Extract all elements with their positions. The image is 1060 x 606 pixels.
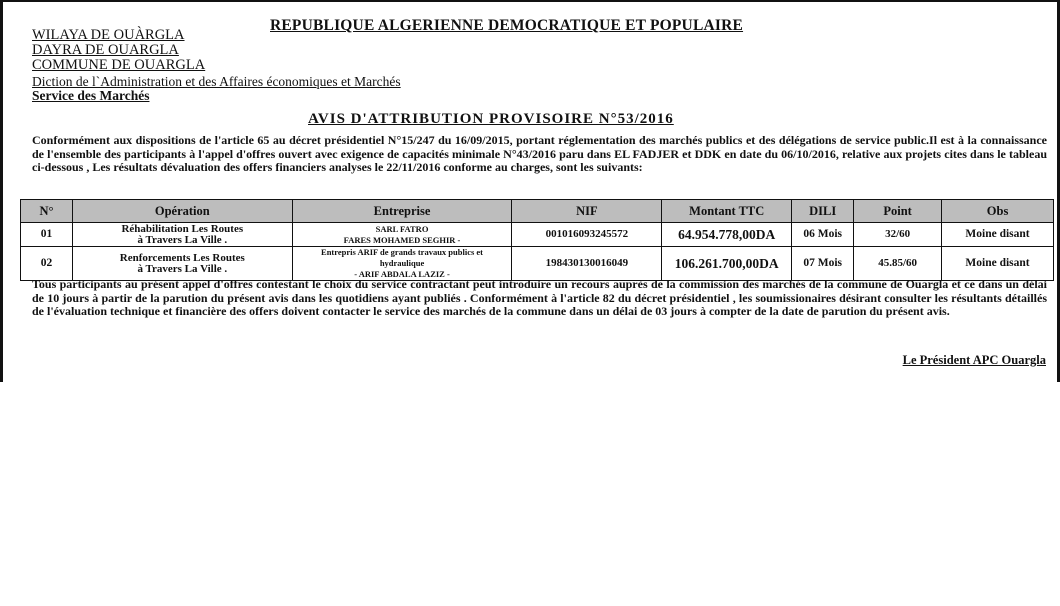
dayra-line: DAYRA DE OUARGLA xyxy=(32,42,179,58)
results-table xyxy=(20,199,1054,281)
col-header-entreprise: Entreprise xyxy=(292,200,512,223)
entreprise-line: - ARIF ABDALA LAZIZ - xyxy=(354,269,450,279)
row-operation xyxy=(72,247,292,281)
col-header-num: N° xyxy=(21,200,73,223)
row-dili: 07 Mois xyxy=(792,247,854,281)
col-header-dili: DILI xyxy=(792,200,854,223)
entreprise-line: FARES MOHAMED SEGHIR - xyxy=(343,234,461,245)
table-header-row xyxy=(21,200,1054,223)
col-header-nif: NIF xyxy=(512,200,662,223)
commune-line: COMMUNE DE OUARGLA xyxy=(32,57,206,73)
row-num: 02 xyxy=(21,247,73,281)
operation-line: Renforcements Les Routes xyxy=(119,251,245,264)
row-montant: 64.954.778,00DA xyxy=(662,223,792,247)
row-point: 32/60 xyxy=(854,223,942,247)
col-header-obs: Obs xyxy=(942,200,1054,223)
entreprise-line: SARL FATRO xyxy=(375,223,429,234)
entreprise-line: hydraulique xyxy=(379,258,425,268)
wilaya-line: WILAYA DE OUÀRGLA xyxy=(32,27,185,43)
row-nif: 001016093245572 xyxy=(512,223,662,247)
row-operation xyxy=(72,223,292,247)
row-dili: 06 Mois xyxy=(792,223,854,247)
republic-heading: REPUBLIQUE ALGERIENNE DEMOCRATIQUE ET POPULAIRE xyxy=(270,17,744,34)
service-line: Service des Marchés xyxy=(32,88,150,103)
signature: Le Président APC Ouargla xyxy=(902,353,1046,367)
row-obs: Moine disant xyxy=(942,223,1054,247)
row-point: 45.85/60 xyxy=(854,247,942,281)
col-header-operation: Opération xyxy=(72,200,292,223)
operation-line: à Travers La Ville . xyxy=(137,262,228,275)
entreprise-line: Entrepris ARIF de grands travaux publics et xyxy=(321,247,484,257)
row-entreprise xyxy=(292,247,512,281)
col-header-point: Point xyxy=(854,200,942,223)
operation-line: Réhabilitation Les Routes xyxy=(121,222,244,235)
closing-paragraph: Tous participants au présent appel d'offres contestant le choix du service contractant peut introduire un recours auprès de la commission des marchés de la commune de Ouargla et ce dans un délai de 10 jours à partir de la parution du présent avis dans les quotidiens ayant publiés . Conformément à l'article 82 du décret présidentiel , les soumissionaires désirant consulter les résultants détaillés de l'évaluation technique et financière des offers doivent contacter le service des marchés de la commune dans un délai de 03 jours à compter de la date de parution du présent avis. xyxy=(32,277,1047,318)
col-header-montant: Montant TTC xyxy=(662,200,792,223)
row-obs: Moine disant xyxy=(942,247,1054,281)
direction-line: Diction de l`Administration et des Affaires économiques et Marchés xyxy=(32,74,401,89)
intro-paragraph: Conformément aux dispositions de l'article 65 au décret présidentiel N°15/247 du 16/09/2015, portant réglementation des marchés publics et des délégations de service public.Il est à la connaissance de l'ensemble des participants à l'appel d'offres ouvert avec exigence de capacités minimale N°43/2016 paru dans EL FADJER et DDK en date du 06/10/2016, relative aux projets cites dans le tableau ci-dessous , Les résultats dévaluation des offers financiers analyses le 22/11/2016 conforme au charges, sont les suivants: xyxy=(32,133,1047,174)
row-entreprise xyxy=(292,223,512,247)
row-nif: 198430130016049 xyxy=(512,247,662,281)
row-num: 01 xyxy=(21,223,73,247)
left-border xyxy=(0,0,3,382)
row-montant: 106.261.700,00DA xyxy=(662,247,792,281)
table-row xyxy=(21,223,1054,247)
notice-title: AVIS D'ATTRIBUTION PROVISOIRE N°53/2016 xyxy=(308,111,674,127)
table-row xyxy=(21,247,1054,281)
operation-line: à Travers La Ville . xyxy=(137,233,228,246)
